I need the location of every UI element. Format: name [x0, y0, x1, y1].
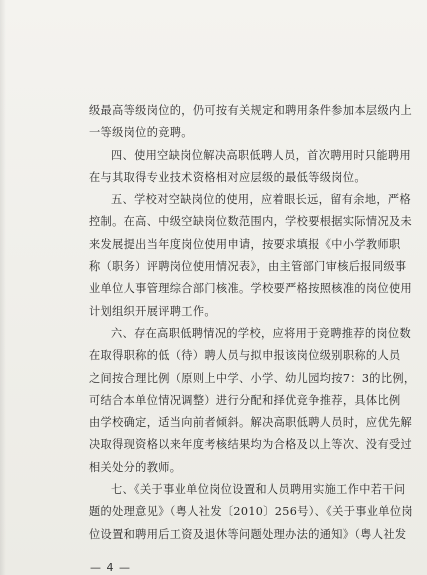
- text-line: 计划组织开展评聘工作。: [89, 304, 216, 318]
- body-text: [89, 100, 416, 546]
- text-line: 由学校确定，适当向前者倾斜。解决高职低聘人员时，应优先解: [89, 416, 413, 430]
- text-line: 级最高等级岗位的，仍可按有关规定和聘用条件参加本层级内上: [89, 104, 413, 117]
- text-line: 业单位人事管理综合部门核准。学校要严格按照核准的岗位使用: [89, 282, 413, 296]
- text-line: 决取得现资格以来年度考核结果均为合格及以上等次、没有受过: [89, 438, 413, 452]
- paragraph-4-start: 四、使用空缺岗位解决高职低聘人员，首次聘用时只能聘用: [111, 148, 411, 162]
- text-line: 来发展提出当年度岗位使用申请，按要求填报《中小学教师职: [89, 237, 401, 251]
- paragraph-7-start: 七、《关于事业单位岗位设置和人员聘用实施工作中若干问: [111, 483, 406, 497]
- text-line: 之间按合理比例（原则上中学、小学、幼儿园均按7：3的比例，: [89, 371, 416, 385]
- text-line: 一等级岗位的竞聘。: [89, 126, 193, 140]
- paragraph-6-start: 六、存在高职低聘情况的学校，应将用于竞聘推荐的岗位数: [111, 326, 411, 340]
- text-line: 位设置和聘用后工资及退休等问题处理办法的通知》（粤人社发: [89, 527, 407, 541]
- text-line: 控制。在高、中级空缺岗位数范围内，学校要根据实际情况及未: [89, 215, 413, 229]
- text-line: 称（职务）评聘岗位使用情况表》，由主管部门审核后报同级事: [89, 260, 407, 274]
- paragraph-5-start: 五、学校对空缺岗位的使用，应着眼长远，留有余地，严格: [111, 193, 411, 207]
- text-line: 在取得职称的低（待）聘人员与拟申报该岗位级别职称的人员: [89, 349, 401, 363]
- text-line: 相关处分的教师。: [89, 460, 182, 474]
- text-line: 可结合本单位情况调整）进行分配和择优竞争推荐，具体比例: [89, 393, 401, 407]
- scan-edge-shadow: [0, 0, 6, 575]
- text-line: 题的处理意见》（粤人社发〔2010〕256号）、《关于事业单位岗: [89, 505, 413, 519]
- page-number: — 4 —: [90, 561, 131, 574]
- text-line: 在与其取得专业技术资格相对应层级的最低等级岗位。: [89, 170, 366, 184]
